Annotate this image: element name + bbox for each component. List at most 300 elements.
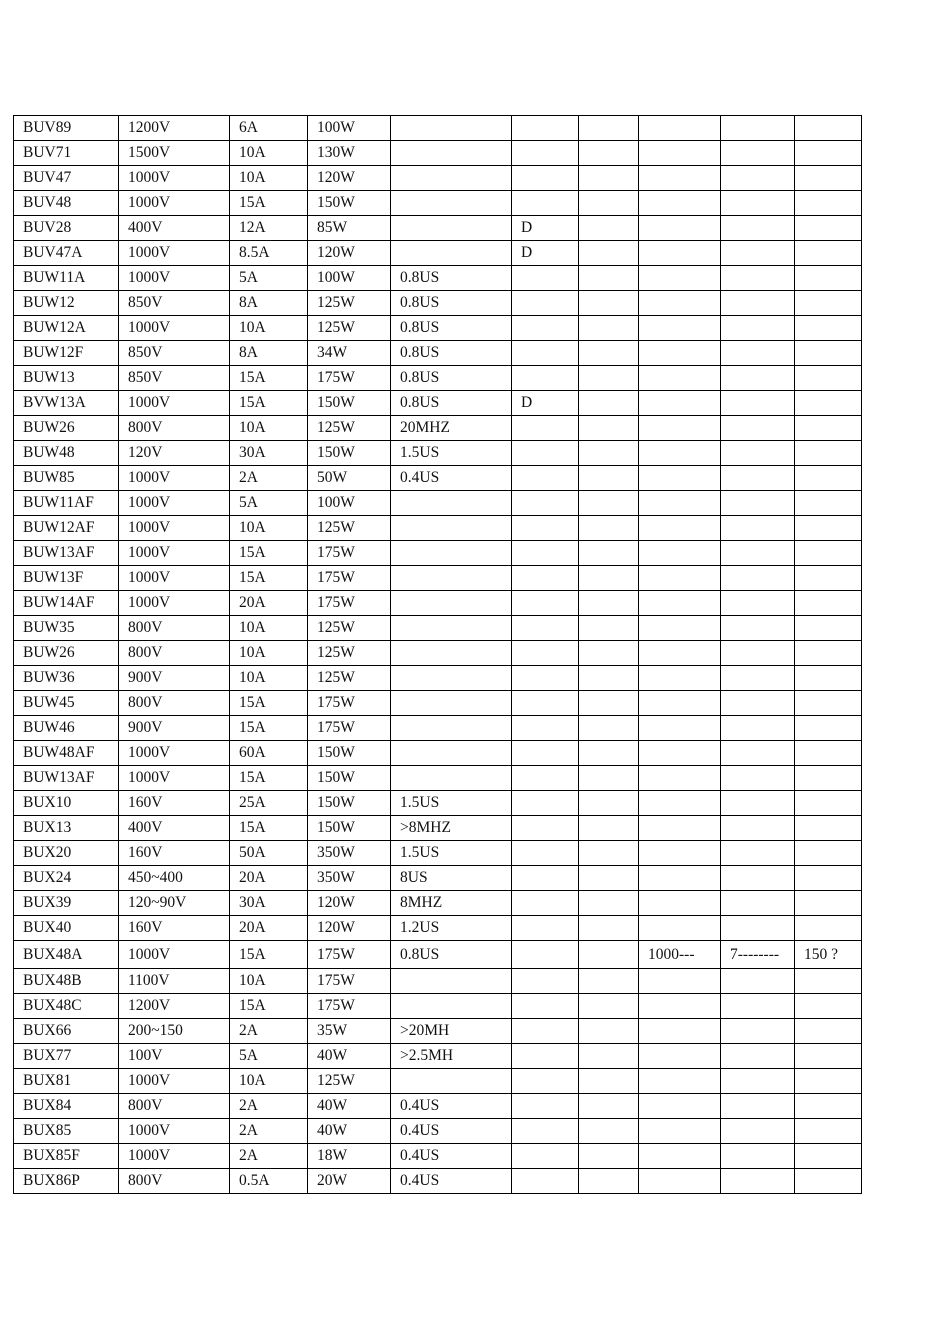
cell-voltage: 1000V [119,591,230,616]
cell-flag [512,566,579,591]
cell-extra-4 [795,1119,862,1144]
cell-power: 175W [308,941,391,969]
cell-extra-4 [795,891,862,916]
cell-current: 10A [230,416,308,441]
cell-flag [512,441,579,466]
cell-extra-1 [579,491,639,516]
cell-current: 20A [230,866,308,891]
cell-flag [512,941,579,969]
cell-flag [512,541,579,566]
cell-extra-3 [721,391,795,416]
cell-flag [512,466,579,491]
cell-extra-4 [795,666,862,691]
cell-extra-1 [579,891,639,916]
cell-voltage: 850V [119,341,230,366]
cell-speed [391,766,512,791]
cell-voltage: 1100V [119,969,230,994]
cell-extra-1 [579,1019,639,1044]
cell-extra-3: 7-------- [721,941,795,969]
cell-extra-4 [795,216,862,241]
cell-extra-4 [795,969,862,994]
cell-current: 15A [230,941,308,969]
cell-extra-1 [579,1094,639,1119]
cell-speed [391,1069,512,1094]
cell-extra-3 [721,1119,795,1144]
cell-current: 2A [230,466,308,491]
cell-extra-1 [579,266,639,291]
cell-extra-1 [579,191,639,216]
cell-extra-3 [721,566,795,591]
cell-flag [512,691,579,716]
cell-voltage: 400V [119,216,230,241]
cell-power: 125W [308,1069,391,1094]
cell-extra-2 [639,666,721,691]
cell-speed: 0.8US [391,366,512,391]
cell-voltage: 160V [119,791,230,816]
cell-voltage: 100V [119,1044,230,1069]
cell-speed: 0.8US [391,391,512,416]
cell-flag [512,191,579,216]
cell-extra-4: 150 ? [795,941,862,969]
cell-current: 50A [230,841,308,866]
cell-voltage: 1000V [119,541,230,566]
cell-voltage: 1500V [119,141,230,166]
cell-flag [512,816,579,841]
cell-extra-3 [721,466,795,491]
table-row [14,591,862,616]
cell-speed [391,491,512,516]
cell-part-number: BUX13 [14,816,119,841]
cell-extra-3 [721,641,795,666]
cell-power: 120W [308,241,391,266]
table-row [14,1044,862,1069]
cell-current: 60A [230,741,308,766]
cell-extra-4 [795,616,862,641]
cell-extra-3 [721,1044,795,1069]
cell-extra-4 [795,1019,862,1044]
table-row [14,116,862,141]
cell-extra-4 [795,341,862,366]
cell-extra-2 [639,1094,721,1119]
cell-current: 15A [230,716,308,741]
cell-part-number: BUW11AF [14,491,119,516]
cell-current: 10A [230,616,308,641]
cell-extra-3 [721,666,795,691]
cell-extra-1 [579,816,639,841]
cell-flag [512,616,579,641]
cell-extra-4 [795,516,862,541]
cell-power: 120W [308,891,391,916]
cell-voltage: 1200V [119,994,230,1019]
cell-part-number: BUV47A [14,241,119,266]
cell-extra-1 [579,994,639,1019]
cell-extra-3 [721,366,795,391]
cell-part-number: BUW48 [14,441,119,466]
cell-current: 8.5A [230,241,308,266]
cell-extra-1 [579,341,639,366]
cell-current: 10A [230,641,308,666]
cell-power: 120W [308,916,391,941]
cell-extra-1 [579,116,639,141]
cell-extra-1 [579,216,639,241]
cell-speed: >8MHZ [391,816,512,841]
cell-voltage: 1000V [119,191,230,216]
cell-flag [512,366,579,391]
cell-part-number: BUW45 [14,691,119,716]
cell-extra-2 [639,766,721,791]
cell-part-number: BUW12A [14,316,119,341]
cell-extra-1 [579,416,639,441]
cell-speed [391,994,512,1019]
cell-power: 175W [308,566,391,591]
cell-current: 5A [230,266,308,291]
cell-extra-2 [639,1069,721,1094]
cell-current: 20A [230,591,308,616]
cell-extra-2 [639,916,721,941]
cell-extra-2 [639,491,721,516]
table-row [14,969,862,994]
cell-extra-4 [795,441,862,466]
cell-power: 150W [308,441,391,466]
cell-extra-2 [639,741,721,766]
cell-power: 150W [308,816,391,841]
table-row [14,691,862,716]
cell-speed: 0.4US [391,1169,512,1194]
cell-flag [512,491,579,516]
cell-current: 15A [230,566,308,591]
cell-speed [391,116,512,141]
cell-extra-2 [639,441,721,466]
cell-extra-1 [579,916,639,941]
cell-current: 6A [230,116,308,141]
cell-part-number: BUX48B [14,969,119,994]
cell-extra-3 [721,516,795,541]
cell-flag: D [512,391,579,416]
cell-power: 34W [308,341,391,366]
cell-extra-1 [579,141,639,166]
cell-speed [391,141,512,166]
cell-part-number: BUX39 [14,891,119,916]
cell-extra-1 [579,566,639,591]
cell-extra-3 [721,741,795,766]
cell-voltage: 1000V [119,391,230,416]
cell-extra-2 [639,266,721,291]
cell-voltage: 800V [119,1094,230,1119]
cell-current: 15A [230,691,308,716]
cell-extra-1 [579,516,639,541]
table-row [14,466,862,491]
cell-extra-2 [639,816,721,841]
cell-extra-2 [639,466,721,491]
table-row [14,241,862,266]
cell-flag [512,841,579,866]
cell-extra-4 [795,591,862,616]
cell-voltage: 400V [119,816,230,841]
cell-power: 120W [308,166,391,191]
cell-extra-4 [795,641,862,666]
cell-power: 175W [308,591,391,616]
cell-extra-1 [579,941,639,969]
cell-part-number: BUW13 [14,366,119,391]
cell-speed: 8US [391,866,512,891]
cell-speed: 0.8US [391,341,512,366]
cell-power: 100W [308,491,391,516]
cell-extra-2 [639,1169,721,1194]
cell-power: 125W [308,616,391,641]
cell-flag [512,141,579,166]
cell-part-number: BUW13AF [14,766,119,791]
cell-power: 175W [308,541,391,566]
cell-current: 5A [230,1044,308,1069]
cell-extra-4 [795,691,862,716]
table-row [14,716,862,741]
cell-current: 0.5A [230,1169,308,1194]
cell-extra-4 [795,316,862,341]
cell-extra-2 [639,566,721,591]
cell-power: 125W [308,516,391,541]
cell-extra-1 [579,1119,639,1144]
cell-speed [391,691,512,716]
table-row [14,841,862,866]
cell-extra-4 [795,766,862,791]
cell-voltage: 1000V [119,166,230,191]
cell-extra-4 [795,541,862,566]
cell-power: 350W [308,841,391,866]
table-row [14,994,862,1019]
cell-extra-2 [639,391,721,416]
cell-voltage: 800V [119,616,230,641]
cell-extra-1 [579,791,639,816]
table-row [14,1069,862,1094]
cell-part-number: BUV71 [14,141,119,166]
cell-flag [512,266,579,291]
cell-part-number: BUX84 [14,1094,119,1119]
cell-extra-2 [639,516,721,541]
cell-extra-1 [579,641,639,666]
cell-extra-4 [795,266,862,291]
cell-speed: 8MHZ [391,891,512,916]
cell-voltage: 800V [119,691,230,716]
cell-extra-1 [579,766,639,791]
cell-extra-4 [795,491,862,516]
cell-part-number: BUW13AF [14,541,119,566]
cell-speed: 1.5US [391,791,512,816]
cell-current: 25A [230,791,308,816]
cell-power: 150W [308,741,391,766]
cell-extra-4 [795,1169,862,1194]
cell-extra-1 [579,691,639,716]
cell-current: 30A [230,441,308,466]
cell-extra-1 [579,866,639,891]
cell-current: 15A [230,391,308,416]
cell-current: 10A [230,1069,308,1094]
cell-speed [391,641,512,666]
cell-extra-3 [721,491,795,516]
cell-power: 100W [308,116,391,141]
cell-speed [391,241,512,266]
cell-flag [512,291,579,316]
cell-part-number: BUW35 [14,616,119,641]
table-row [14,641,862,666]
cell-part-number: BUW11A [14,266,119,291]
cell-voltage: 1000V [119,1119,230,1144]
table-row [14,266,862,291]
cell-power: 150W [308,191,391,216]
cell-voltage: 1000V [119,566,230,591]
table-row [14,1119,862,1144]
cell-flag [512,1144,579,1169]
cell-voltage: 200~150 [119,1019,230,1044]
cell-speed: 0.8US [391,266,512,291]
cell-extra-4 [795,191,862,216]
cell-power: 150W [308,391,391,416]
cell-current: 2A [230,1119,308,1144]
cell-speed [391,541,512,566]
cell-extra-2: 1000--- [639,941,721,969]
cell-voltage: 1000V [119,941,230,969]
cell-extra-1 [579,241,639,266]
cell-extra-4 [795,1069,862,1094]
cell-part-number: BUW26 [14,641,119,666]
cell-flag [512,891,579,916]
cell-flag [512,316,579,341]
cell-current: 10A [230,141,308,166]
cell-extra-2 [639,1119,721,1144]
table-row [14,316,862,341]
cell-extra-3 [721,166,795,191]
cell-extra-3 [721,141,795,166]
cell-extra-3 [721,816,795,841]
cell-extra-1 [579,291,639,316]
cell-voltage: 1000V [119,491,230,516]
cell-part-number: BUW13F [14,566,119,591]
cell-voltage: 900V [119,716,230,741]
cell-extra-2 [639,866,721,891]
cell-current: 15A [230,366,308,391]
cell-current: 12A [230,216,308,241]
table-row [14,416,862,441]
cell-extra-2 [639,591,721,616]
cell-power: 150W [308,766,391,791]
cell-extra-4 [795,166,862,191]
cell-speed [391,516,512,541]
cell-extra-1 [579,1069,639,1094]
cell-part-number: BUX20 [14,841,119,866]
cell-flag [512,416,579,441]
cell-extra-2 [639,841,721,866]
cell-extra-3 [721,994,795,1019]
cell-power: 85W [308,216,391,241]
cell-power: 40W [308,1044,391,1069]
cell-extra-2 [639,291,721,316]
cell-flag [512,916,579,941]
cell-speed [391,666,512,691]
cell-extra-3 [721,1144,795,1169]
cell-current: 30A [230,891,308,916]
cell-flag [512,666,579,691]
table-row [14,916,862,941]
cell-flag [512,1069,579,1094]
cell-power: 40W [308,1119,391,1144]
cell-voltage: 120V [119,441,230,466]
cell-part-number: BUW12 [14,291,119,316]
cell-current: 15A [230,541,308,566]
cell-speed [391,191,512,216]
cell-voltage: 1000V [119,466,230,491]
cell-extra-2 [639,541,721,566]
cell-extra-4 [795,1144,862,1169]
cell-flag [512,591,579,616]
cell-extra-4 [795,391,862,416]
cell-part-number: BUX85F [14,1144,119,1169]
cell-speed: >2.5MH [391,1044,512,1069]
table-row [14,441,862,466]
cell-extra-1 [579,541,639,566]
cell-extra-3 [721,341,795,366]
cell-extra-4 [795,116,862,141]
cell-part-number: BUX48A [14,941,119,969]
cell-voltage: 800V [119,1169,230,1194]
cell-voltage: 900V [119,666,230,691]
cell-flag [512,791,579,816]
cell-part-number: BUX40 [14,916,119,941]
table-row [14,816,862,841]
table-row [14,941,862,969]
cell-part-number: BUW14AF [14,591,119,616]
cell-current: 10A [230,316,308,341]
table-row [14,741,862,766]
cell-flag [512,641,579,666]
cell-extra-1 [579,591,639,616]
cell-part-number: BUX48C [14,994,119,1019]
cell-power: 150W [308,791,391,816]
cell-power: 125W [308,641,391,666]
table-row [14,1094,862,1119]
cell-extra-1 [579,969,639,994]
cell-current: 15A [230,816,308,841]
cell-voltage: 1200V [119,116,230,141]
cell-speed [391,216,512,241]
cell-extra-3 [721,841,795,866]
cell-extra-4 [795,141,862,166]
cell-part-number: BUW48AF [14,741,119,766]
cell-extra-4 [795,366,862,391]
table-row [14,666,862,691]
cell-flag: D [512,216,579,241]
cell-extra-1 [579,366,639,391]
cell-extra-2 [639,791,721,816]
cell-part-number: BUW46 [14,716,119,741]
cell-extra-4 [795,241,862,266]
cell-power: 175W [308,994,391,1019]
cell-extra-2 [639,616,721,641]
cell-power: 125W [308,666,391,691]
table-row [14,866,862,891]
cell-current: 2A [230,1019,308,1044]
cell-power: 175W [308,969,391,994]
cell-power: 350W [308,866,391,891]
cell-extra-3 [721,441,795,466]
cell-flag [512,994,579,1019]
cell-extra-4 [795,416,862,441]
table-row [14,566,862,591]
cell-flag [512,516,579,541]
table-row [14,366,862,391]
cell-power: 125W [308,291,391,316]
cell-part-number: BUV28 [14,216,119,241]
cell-voltage: 1000V [119,516,230,541]
cell-speed: 0.8US [391,291,512,316]
